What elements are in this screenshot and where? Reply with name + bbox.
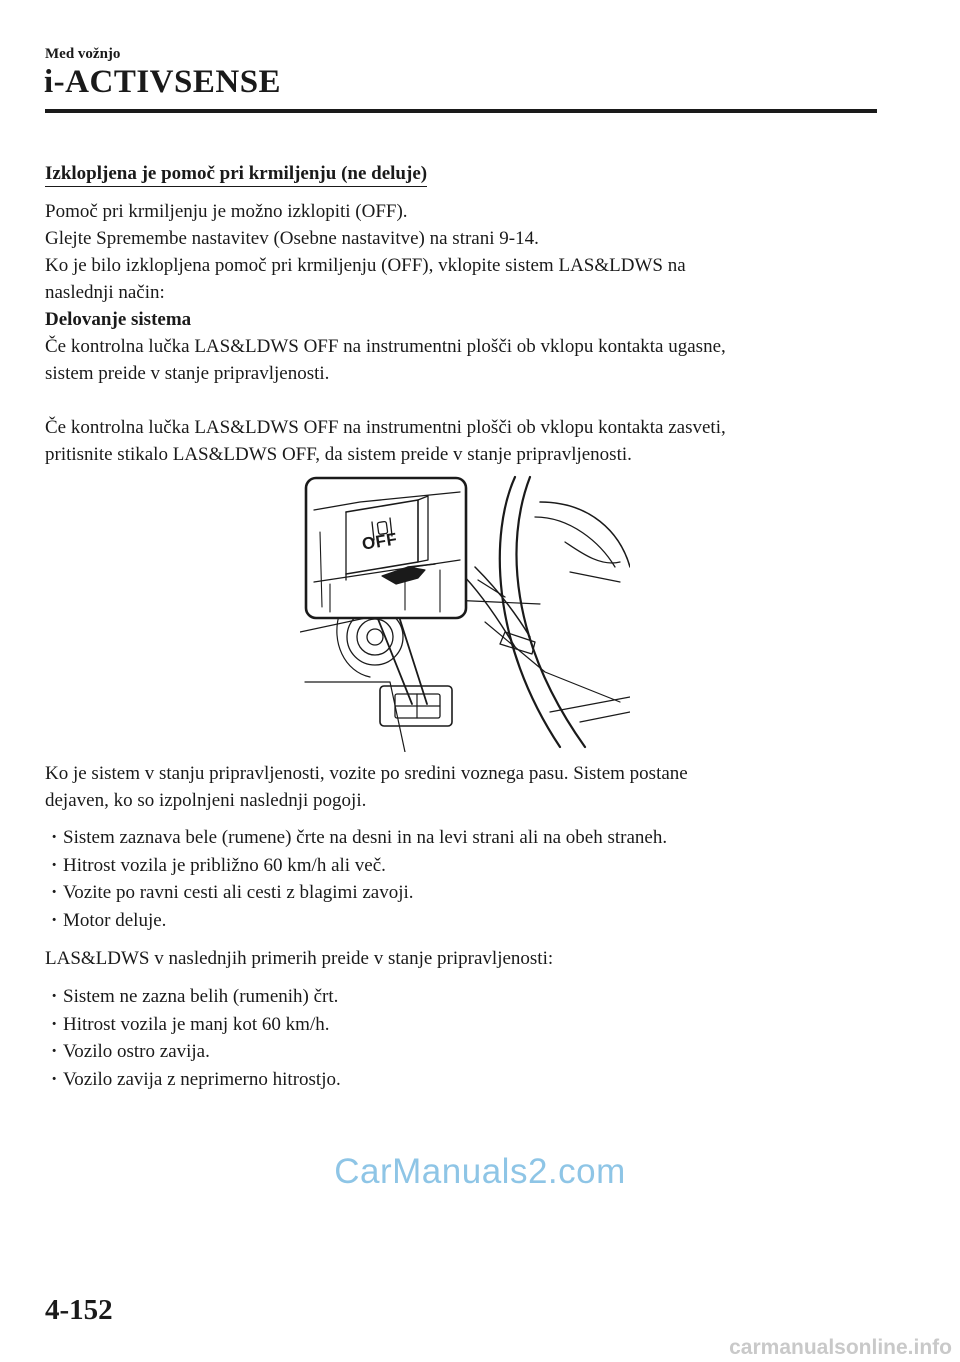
- switch-paragraph: [45, 414, 875, 468]
- intro-line: Pomoč pri krmiljenju je možno izklopiti (OFF).: [45, 201, 408, 222]
- list-item: · Vozilo ostro zavija.: [45, 1038, 341, 1066]
- switch-line: Če kontrolna lučka LAS&LDWS OFF na instrumentni plošči ob vklopu kontakta zasveti,: [45, 417, 726, 438]
- intro-line: Glejte Spremembe nastavitev (Osebne nastavitve) na strani 9-14.: [45, 228, 539, 249]
- standby-intro-line: LAS&LDWS v naslednjih primerih preide v stanje pripravljenosti:: [45, 948, 554, 969]
- standby-line: Ko je sistem v stanju pripravljenosti, vozite po sredini voznega pasu. Sistem postane: [45, 763, 688, 784]
- page-number: 4-152: [45, 1294, 113, 1326]
- footer-watermark: carmanualsonline.info: [729, 1336, 952, 1359]
- switch-line: pritisnite stikalo LAS&LDWS OFF, da sistem preide v stanje pripravljenosti.: [45, 444, 632, 465]
- list-item: · Vozilo zavija z neprimerno hitrostjo.: [45, 1066, 341, 1094]
- list-item: · Sistem ne zazna belih (rumenih) črt.: [45, 983, 341, 1011]
- list-item: · Hitrost vozila je približno 60 km/h ali več.: [45, 852, 667, 880]
- las-ldws-switch-illustration: [300, 472, 630, 752]
- intro-paragraph: [45, 198, 875, 387]
- watermark-text: CarManuals2.com: [334, 1152, 626, 1191]
- standby-intro: [45, 945, 875, 972]
- section-label: Med vožnjo: [45, 46, 121, 62]
- conditions-list: [45, 824, 667, 934]
- list-item: · Vozite po ravni cesti ali cesti z blagimi zavoji.: [45, 879, 667, 907]
- standby-line: dejaven, ko so izpolnjeni naslednji pogoji.: [45, 790, 367, 811]
- section-heading: Izklopljena je pomoč pri krmiljenju (ne deluje): [45, 163, 427, 187]
- intro-line: naslednji način:: [45, 282, 165, 303]
- chapter-title: i-ACTIVSENSE: [44, 64, 282, 100]
- standby-cases-list: [45, 983, 341, 1093]
- operation-line: sistem preide v stanje pripravljenosti.: [45, 363, 330, 384]
- list-item: · Hitrost vozila je manj kot 60 km/h.: [45, 1011, 341, 1039]
- list-item: · Motor deluje.: [45, 907, 667, 935]
- list-item: · Sistem zaznava bele (rumene) črte na desni in na levi strani ali na obeh straneh.: [45, 824, 667, 852]
- subheading: Delovanje sistema: [45, 309, 192, 330]
- standby-paragraph: [45, 760, 875, 814]
- header-divider: [45, 109, 877, 113]
- intro-line: Ko je bilo izklopljena pomoč pri krmiljenju (OFF), vklopite sistem LAS&LDWS na: [45, 255, 686, 276]
- operation-line: Če kontrolna lučka LAS&LDWS OFF na instrumentni plošči ob vklopu kontakta ugasne,: [45, 336, 726, 357]
- switch-off-label: OFF: [360, 529, 399, 554]
